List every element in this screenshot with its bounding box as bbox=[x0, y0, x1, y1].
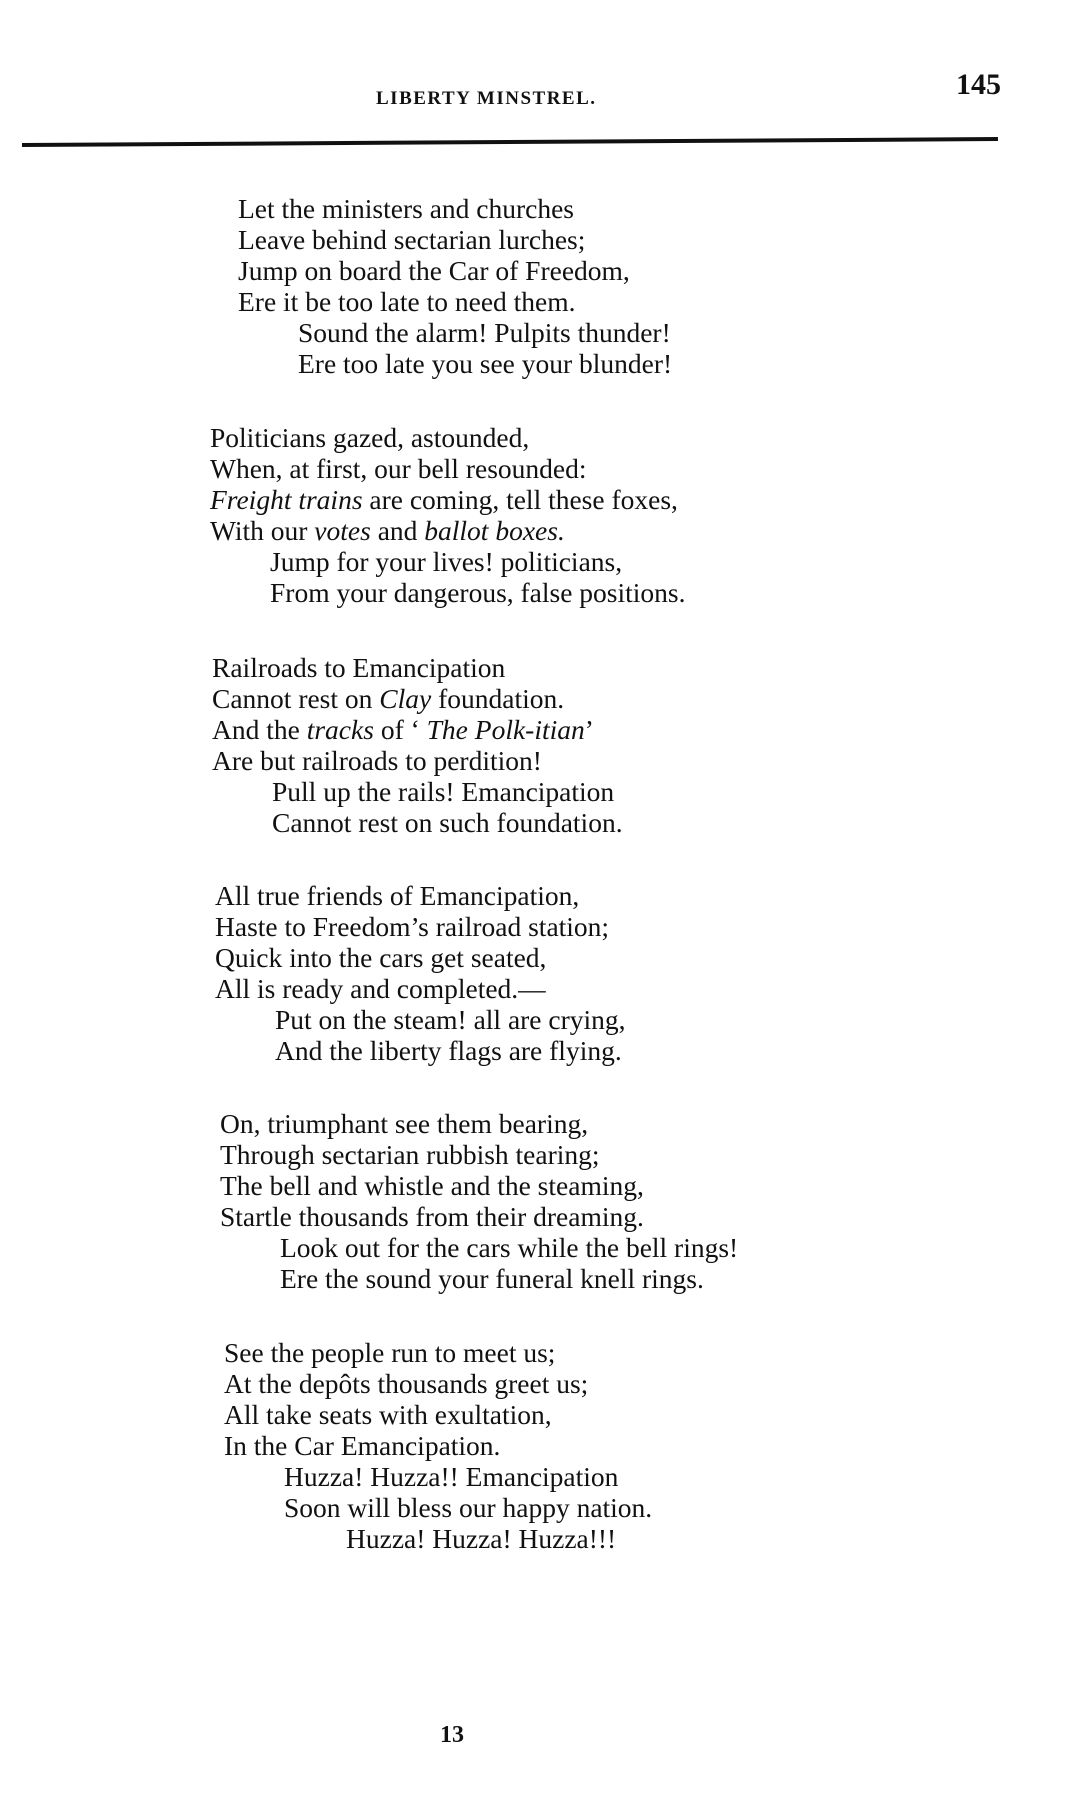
header-rule bbox=[22, 137, 998, 147]
poem-line: Jump for your lives! politicians, bbox=[270, 546, 623, 577]
poem-line: Through sectarian rubbish tearing; bbox=[220, 1139, 600, 1170]
page-number: 145 bbox=[956, 68, 1001, 101]
poem-line: Ere too late you see your blunder! bbox=[298, 348, 673, 379]
poem-line: All is ready and completed.— bbox=[215, 973, 546, 1004]
poem-line: The bell and whistle and the steaming, bbox=[220, 1170, 644, 1201]
poem-line: With our votes and ballot boxes. bbox=[210, 515, 565, 546]
poem-line: On, triumphant see them bearing, bbox=[220, 1108, 589, 1139]
poem-line: When, at first, our bell resounded: bbox=[210, 453, 587, 484]
poem-line: Railroads to Emancipation bbox=[212, 652, 506, 683]
poem-line: Haste to Freedom’s railroad station; bbox=[215, 911, 610, 942]
poem-line: Are but railroads to perdition! bbox=[212, 745, 542, 776]
poem-line: See the people run to meet us; bbox=[224, 1337, 556, 1368]
poem-line: Ere it be too late to need them. bbox=[238, 286, 576, 317]
poem-line: And the liberty flags are flying. bbox=[275, 1035, 622, 1066]
signature-mark: 13 bbox=[440, 1722, 464, 1748]
poem-line: Look out for the cars while the bell rings! bbox=[280, 1232, 739, 1263]
poem-line: Quick into the cars get seated, bbox=[215, 942, 547, 973]
stanza-1 bbox=[238, 193, 672, 379]
poem-line: Cannot rest on Clay foundation. bbox=[212, 683, 565, 714]
poem-line: Pull up the rails! Emancipation bbox=[272, 776, 615, 807]
stanza-2 bbox=[210, 422, 686, 608]
poem-line: Politicians gazed, astounded, bbox=[210, 422, 530, 453]
poem-line: Huzza! Huzza!! Emancipation bbox=[284, 1461, 619, 1492]
poem-line: Jump on board the Car of Freedom, bbox=[238, 255, 630, 286]
poem-line: Cannot rest on such foundation. bbox=[272, 807, 623, 838]
poem-line: Huzza! Huzza! Huzza!!! bbox=[346, 1523, 617, 1554]
poem-line: Put on the steam! all are crying, bbox=[275, 1004, 626, 1035]
stanza-5 bbox=[220, 1108, 738, 1294]
running-head: LIBERTY MINSTREL. bbox=[376, 88, 597, 109]
poem-line: Let the ministers and churches bbox=[238, 193, 575, 224]
poem-line: At the depôts thousands greet us; bbox=[224, 1368, 589, 1399]
poem-line: In the Car Emancipation. bbox=[224, 1430, 501, 1461]
stanza-3 bbox=[212, 652, 623, 838]
poem-line: Ere the sound your funeral knell rings. bbox=[280, 1263, 704, 1294]
poem-line: Sound the alarm! Pulpits thunder! bbox=[298, 317, 671, 348]
poem-line: And the tracks of ‘ The Polk-itian’ bbox=[212, 714, 594, 745]
poem-line: Leave behind sectarian lurches; bbox=[238, 224, 586, 255]
poem-line: From your dangerous, false positions. bbox=[270, 577, 686, 608]
poem-line: Startle thousands from their dreaming. bbox=[220, 1201, 644, 1232]
stanza-6 bbox=[224, 1337, 652, 1554]
poem-line: All take seats with exultation, bbox=[224, 1399, 552, 1430]
poem-line: All true friends of Emancipation, bbox=[215, 880, 580, 911]
poem-line: Freight trains are coming, tell these foxes, bbox=[210, 484, 678, 515]
poem-line: Soon will bless our happy nation. bbox=[284, 1492, 653, 1523]
stanza-4 bbox=[215, 880, 626, 1066]
